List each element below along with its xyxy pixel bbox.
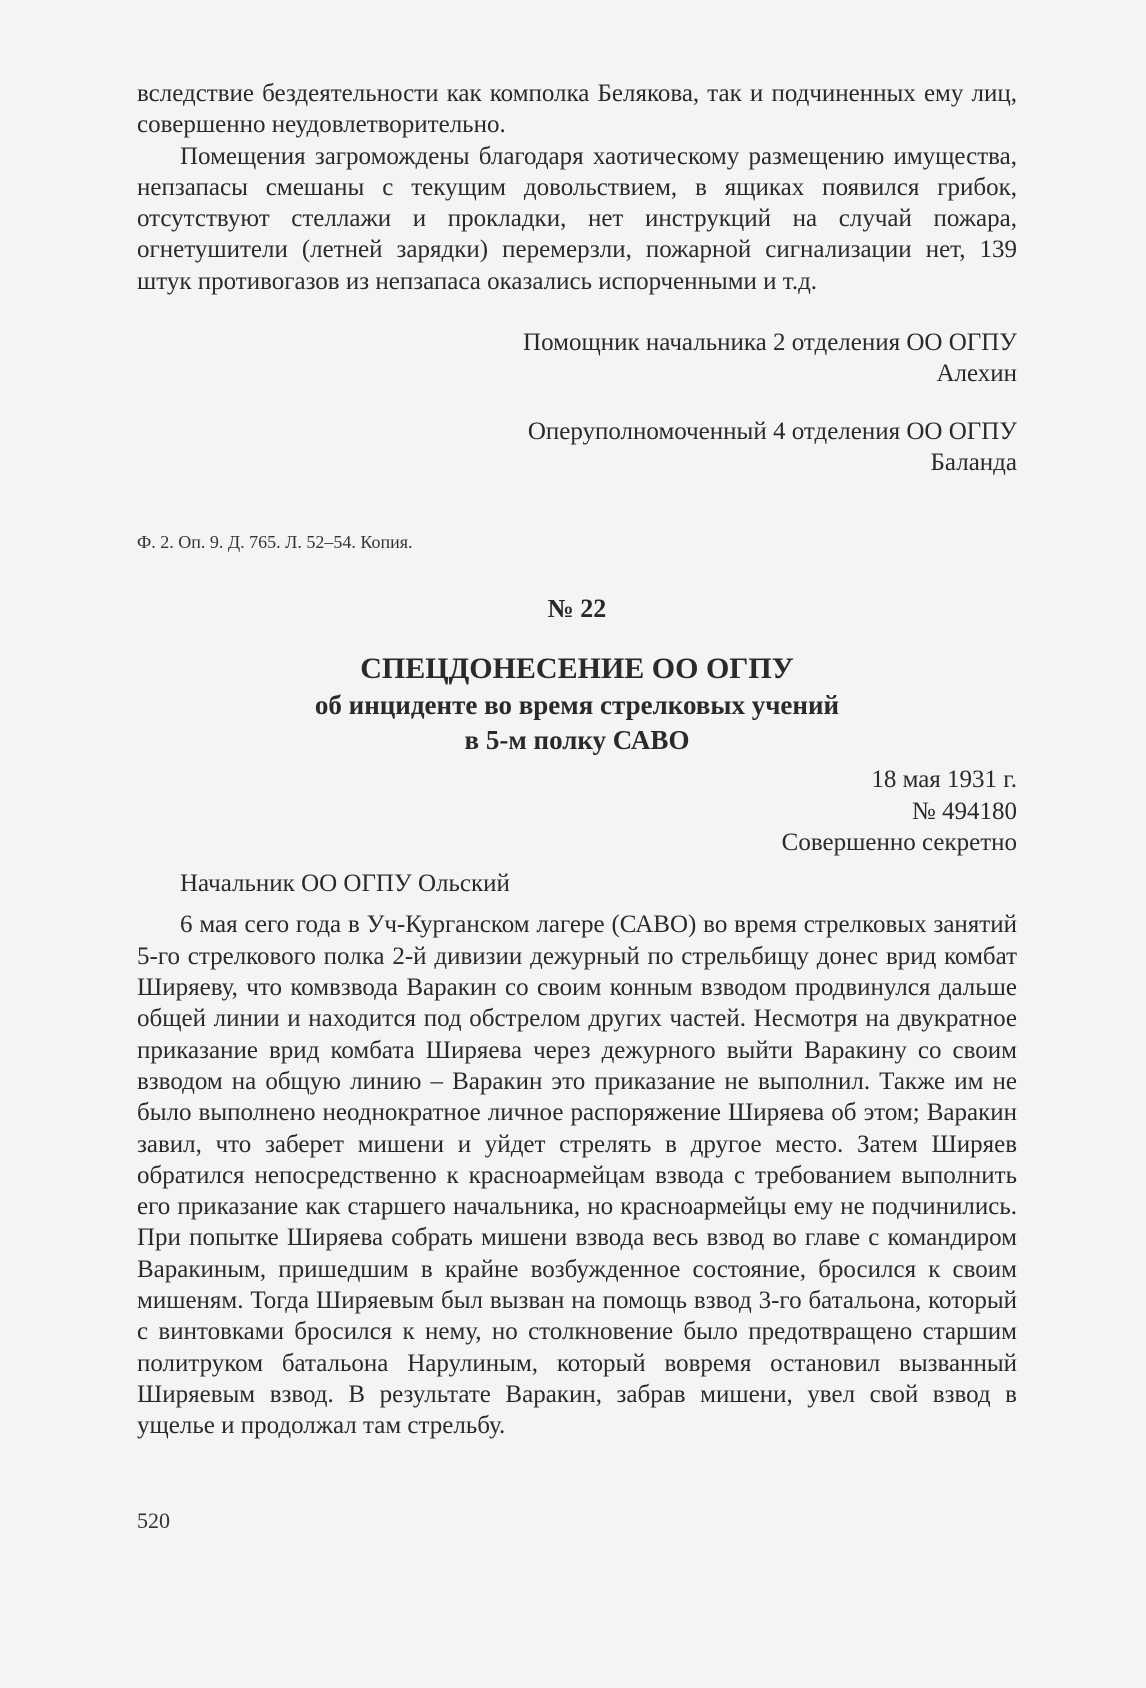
document-meta <box>137 764 1017 858</box>
previous-document-paragraph: Помещения загромождены благодаря хаотическому размещению имущества, непзапасы смешаны с текущим довольствием, в ящиках появился грибок, отсутствуют стеллажи и прокладки, нет инструкций на случай пожара, огнетушители (летней зарядки) перемерзли, пожарной сигнализации нет, 139 штук противогазов из непзапаса оказались испорченными и т.д. <box>137 142 1017 295</box>
page-content <box>137 78 1017 1442</box>
archive-source: Ф. 2. Оп. 9. Д. 765. Л. 52–54. Копия. <box>137 532 413 553</box>
document-body: 6 мая сего года в Уч-Курганском лагере (САВО) во время стрелковых занятий 5-го стрелкового полка 2-й дивизии дежурный по стрельбищу донес врид комбат Ширяеву, что комвзвода Варакин со своим конным взводом продвинулся дальше общей линии и находится под обстрелом других частей. Несмотря на двукратное приказание врид комбата Ширяева через дежурного выйти Варакину со своим взводом на общую линию – Варакин это приказание не выполнил. Также им не было выполнено неоднократное личное распоряжение Ширяева об этом; Варакин завил, что заберет мишени и уйдет стрелять в другое место. Затем Ширяев обратился непосредственно к красноармейцам взвода с требованием выполнить его приказание как старшего начальника, но красноармейцы ему не подчинились. При попытке Ширяева собрать мишени взвода весь взвод во главе с командиром Варакиным, пришедшим в крайне возбужденное состояние, бросился к своим мишеням. Тогда Ширяевым был вызван на помощь взвод 3-го батальона, который с винтовками бросился к нему, но столкновение было предотвращено старшим политруком батальона Нарулиным, который вовремя остановил вызванный Ширяевым взвод. В результате Варакин, забрав мишени, увел свой взвод в ущелье и продолжал там стрельбу. <box>137 911 1017 1440</box>
signature-position-2: Оперуполномоченный 4 отделения ОО ОГПУ <box>527 417 1017 445</box>
document-addressee: Начальник ОО ОГПУ Ольский <box>180 870 510 898</box>
signature-position-1: Помощник начальника 2 отделения ОО ОГПУ <box>523 329 1017 357</box>
document-registration-number: № 494180 <box>911 797 1017 825</box>
document-subtitle-line-1: об инциденте во время стрелковых учений <box>314 690 840 721</box>
document-subtitle-line-2: в 5-м полку САВО <box>464 725 690 756</box>
signature-name-1: Алехин <box>936 360 1017 388</box>
signature-name-2: Баланда <box>930 448 1017 476</box>
page-number: 520 <box>137 1508 170 1533</box>
previous-document-continuation: вследствие бездеятельности как комполка Белякова, так и подчиненных ему лиц, совершенно неудовлетворительно. <box>137 80 1017 139</box>
document-number: № 22 <box>547 594 607 624</box>
signature-block-1 <box>137 327 1017 390</box>
document-title: СПЕЦДОНЕСЕНИЕ ОО ОГПУ <box>360 652 794 686</box>
document-date: 18 мая 1931 г. <box>871 766 1017 794</box>
document-classification: Совершенно секретно <box>781 828 1017 856</box>
signature-block-2 <box>137 416 1017 479</box>
